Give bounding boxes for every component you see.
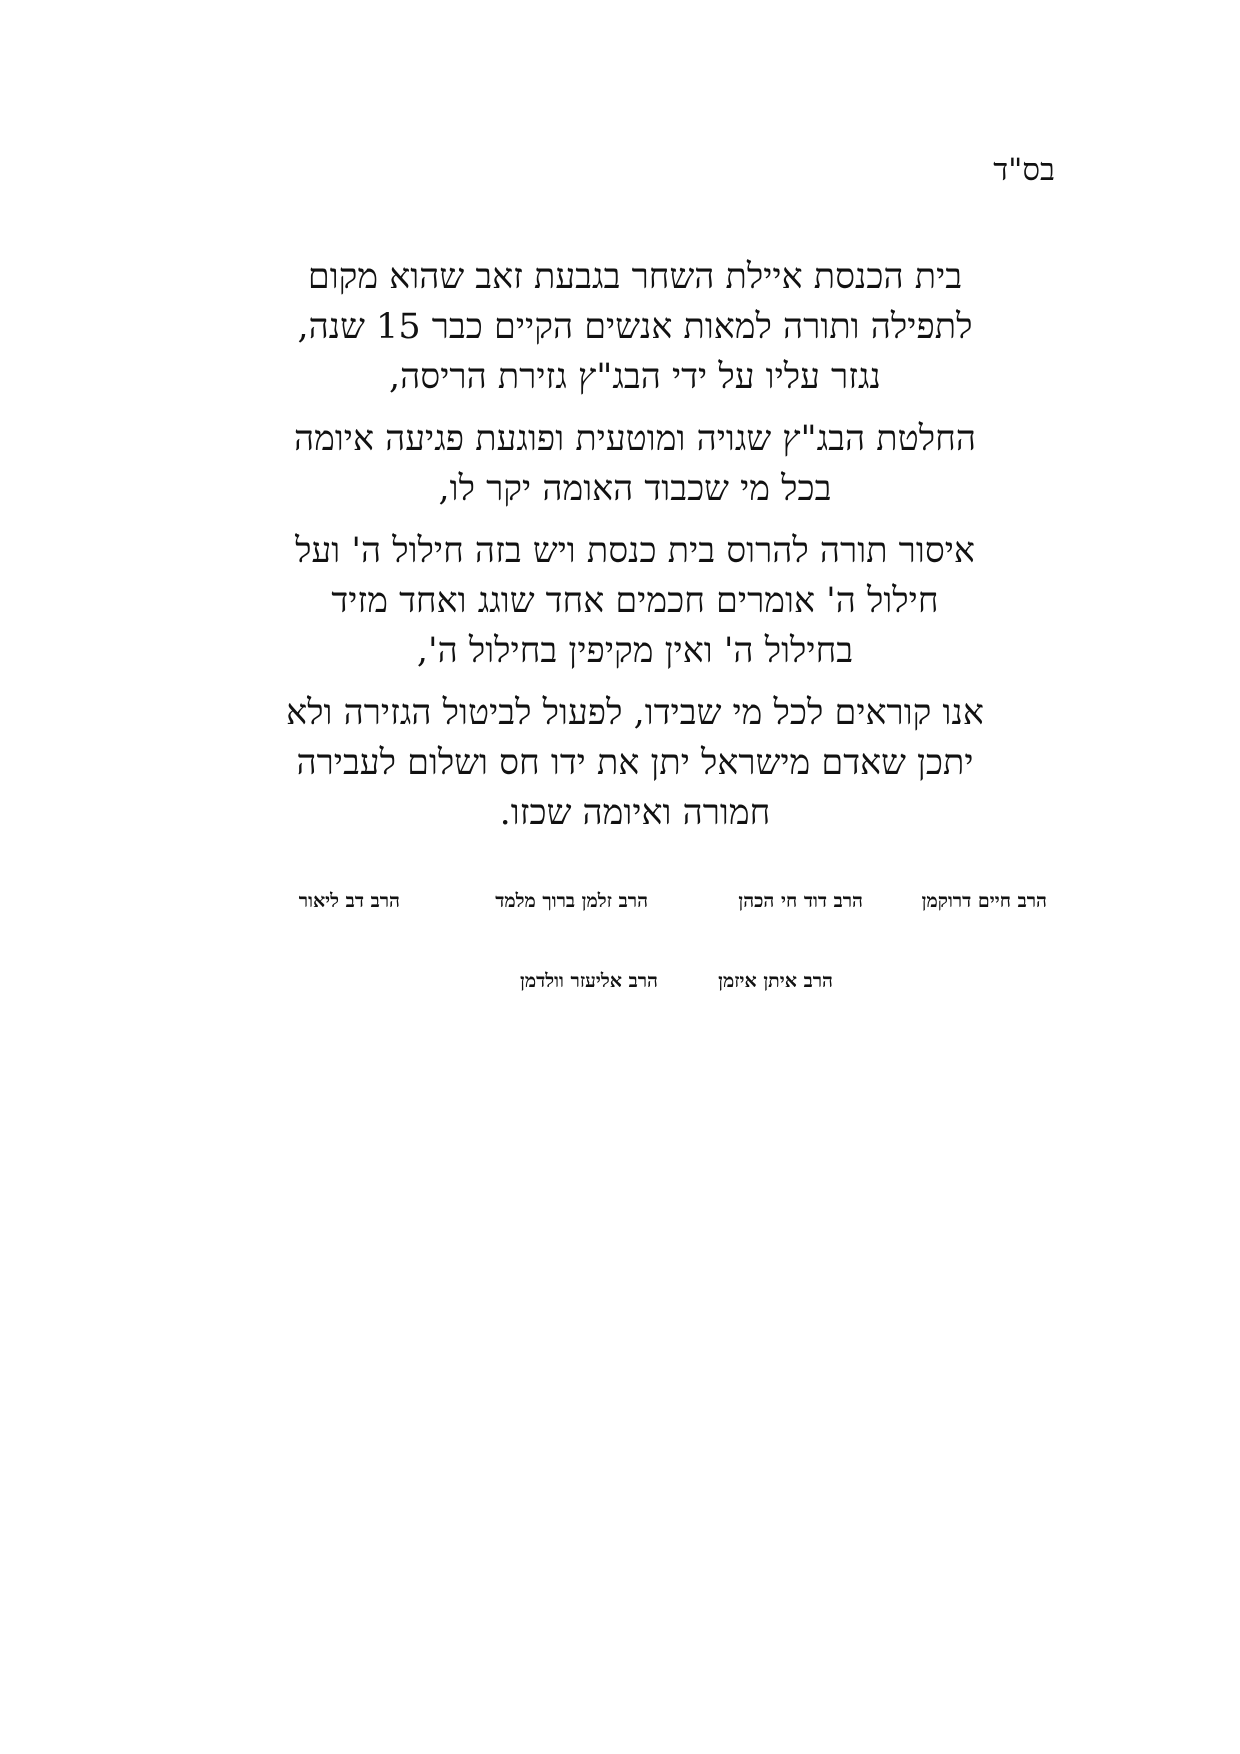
paragraph-line: לתפילה ותורה למאות אנשים הקיים כבר 15 שנה,: [297, 307, 973, 347]
paragraph-line: בכל מי שכבוד האומה יקר לו,: [438, 469, 832, 509]
signature-rabbi-hacohen: הרב דוד חי הכהן: [738, 890, 863, 912]
paragraph-line: בית הכנסת איילת השחר בגבעת זאב שהוא מקום: [307, 257, 963, 297]
header-bsd-mark: בס"ד: [993, 152, 1055, 188]
paragraph-line: איסור תורה להרוס בית כנסת ויש בזה חילול ה' ועל: [295, 531, 975, 571]
signature-row-1: [0, 890, 1240, 920]
paragraph-line: אנו קוראים לכל מי שבידו, לפעול לביטול הגזירה ולא: [286, 693, 984, 733]
signature-rabbi-eisman: הרב איתן איזמן: [718, 970, 833, 992]
paragraph-line: חמורה ואיומה שכזו.: [499, 793, 771, 833]
signature-rabbi-lior: הרב דב ליאור: [298, 890, 400, 912]
signature-rabbi-druckman: הרב חיים דרוקמן: [921, 890, 1047, 912]
paragraph-3: [240, 526, 1030, 676]
signature-rabbi-waldman: הרב אליעזר וולדמן: [520, 970, 658, 992]
paragraph-2: [240, 414, 1030, 514]
paragraph-line: החלטת הבג"ץ שגויה ומוטעית ופוגעת פגיעה איומה: [293, 419, 977, 459]
paragraph-line: נגזר עליו על ידי הבג"ץ גזירת הריסה,: [389, 357, 881, 397]
paragraph-line: בחילול ה' ואין מקיפין בחילול ה',: [416, 631, 854, 671]
letter-body: [240, 252, 1030, 850]
paragraph-line: יתכן שאדם מישראל יתן את ידו חס ושלום לעבירה: [296, 743, 974, 783]
paragraph-4: [240, 688, 1030, 838]
paragraph-1: [240, 252, 1030, 402]
signature-rabbi-melamed: הרב זלמן ברוך מלמד: [495, 890, 648, 912]
signature-row-2: [0, 970, 1240, 1000]
paragraph-line: חילול ה' אומרים חכמים אחד שוגג ואחד מזיד: [331, 581, 939, 621]
